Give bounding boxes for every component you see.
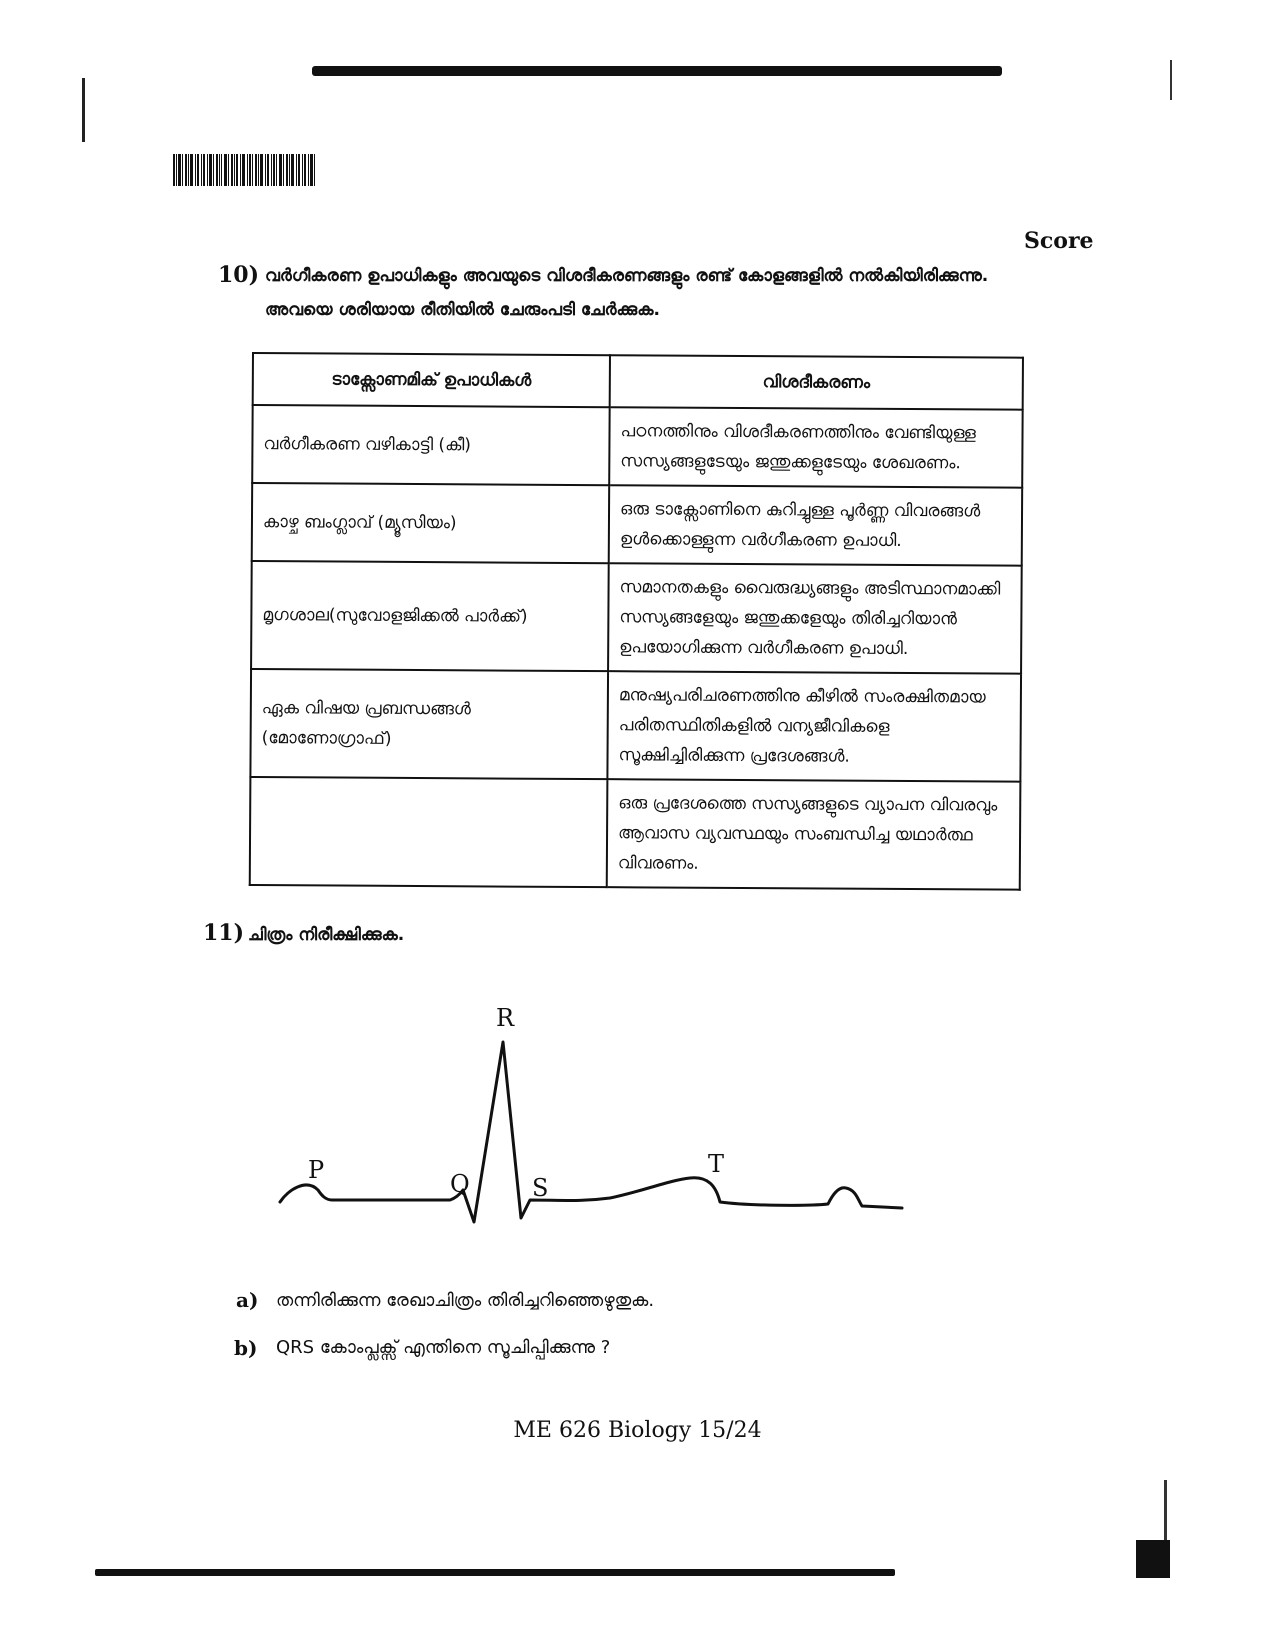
question-10-text: വർഗീകരണ ഉപാധികളും അവയുടെ വിശദീകരണങ്ങളും രണ്ട് കോളങ്ങളിൽ നൽകിയിരിക്കുന്നു. അവയെ ശരിയായ രീതിയിൽ ചേരുംപടി ചേർക്കുക.: [265, 266, 989, 320]
corner-scan-block: [1136, 1540, 1170, 1578]
table-cell-explanation: മനുഷ്യപരിചരണത്തിനു കീഴിൽ സംരക്ഷിതമായ പരിതസ്ഥിതികളിൽ വന്യജീവികളെ സൂക്ഷിച്ചിരിക്കുന്ന പ്രദേശങ്ങൾ.: [607, 671, 1021, 782]
ecg-label-p: P: [308, 1156, 325, 1184]
barcode: [173, 154, 318, 190]
table-cell-tool: വർഗീകരണ വഴികാട്ടി (കീ): [252, 405, 609, 485]
table-row: [250, 777, 1021, 890]
table-row: [251, 561, 1022, 674]
table-header-explanation: വിശദീകരണം: [610, 355, 1023, 410]
ecg-waveform: [280, 1042, 902, 1222]
ecg-label-s: S: [532, 1174, 549, 1202]
question-11-number: 11): [203, 920, 245, 946]
table-row: [252, 405, 1022, 488]
table-cell-explanation: സമാനതകളും വൈരുദ്ധ്യങ്ങളും അടിസ്ഥാനമാക്കി സസ്യങ്ങളേയും ജന്തുക്കളേയും തിരിച്ചറിയാൻ ഉപയോഗിക്കുന്ന വർഗീകരണ ഉപാധി.: [608, 563, 1022, 674]
table-cell-tool: ഏക വിഷയ പ്രബന്ധങ്ങൾ (മോണോഗ്രാഫ്): [250, 669, 608, 779]
ecg-label-r: R: [496, 1004, 515, 1032]
table-cell-tool: [250, 777, 608, 887]
right-margin-mark-top: [1170, 60, 1172, 100]
sub-question-a-letter: a): [236, 1288, 259, 1312]
question-11-text: ചിത്രം നിരീക്ഷിക്കുക.: [248, 925, 405, 945]
table-cell-explanation: ഒരു പ്രദേശത്തെ സസ്യങ്ങളുടെ വ്യാപന വിവരവും ആവാസ വ്യവസ്ഥയും സംബന്ധിച്ച യഥാർത്ഥ വിവരണം.: [607, 779, 1021, 890]
ecg-label-q: Q: [450, 1170, 470, 1198]
ecg-label-t: T: [708, 1150, 725, 1178]
table-cell-tool: കാഴ്ച ബംഗ്ലാവ് (മ്യൂസിയം): [252, 483, 609, 563]
question-10-number: 10): [218, 262, 260, 288]
table-cell-tool: മൃഗശാല(സുവോളജിക്കൽ പാർക്ക്): [251, 561, 609, 671]
table-cell-explanation: ഒരു ടാക്സോണിനെ കുറിച്ചുള്ള പൂർണ്ണ വിവരങ്ങൾ ഉൾക്കൊള്ളുന്ന വർഗീകരണ ഉപാധി.: [609, 485, 1022, 566]
table-header-row: [253, 353, 1023, 410]
sub-question-b-text: QRS കോംപ്ലക്സ് എന്തിനെ സൂചിപ്പിക്കുന്നു ?: [276, 1337, 611, 1358]
score-label: Score: [1024, 228, 1094, 254]
table-row: [252, 483, 1022, 566]
sub-question-b-letter: b): [234, 1336, 258, 1360]
table-row: [250, 669, 1021, 782]
right-margin-mark-bottom: [1164, 1480, 1167, 1540]
left-margin-mark: [82, 78, 85, 142]
page-footer: ME 626 Biology 15/24: [513, 1418, 762, 1443]
table-cell-explanation: പഠനത്തിനും വിശദീകരണത്തിനും വേണ്ടിയുള്ള സസ്യങ്ങളുടേയും ജന്തുക്കളുടേയും ശേഖരണം.: [609, 407, 1022, 488]
ecg-diagram: [270, 990, 920, 1230]
classification-table: [249, 352, 1024, 891]
table-header-tools: ടാക്സോണമിക് ഉപാധികൾ: [253, 353, 610, 407]
sub-question-a-text: തന്നിരിക്കുന്ന രേഖാചിത്രം തിരിച്ചറിഞ്ഞെഴുതുക.: [276, 1290, 655, 1311]
top-scan-rule: [312, 66, 1002, 76]
bottom-scan-rule: [95, 1569, 895, 1576]
